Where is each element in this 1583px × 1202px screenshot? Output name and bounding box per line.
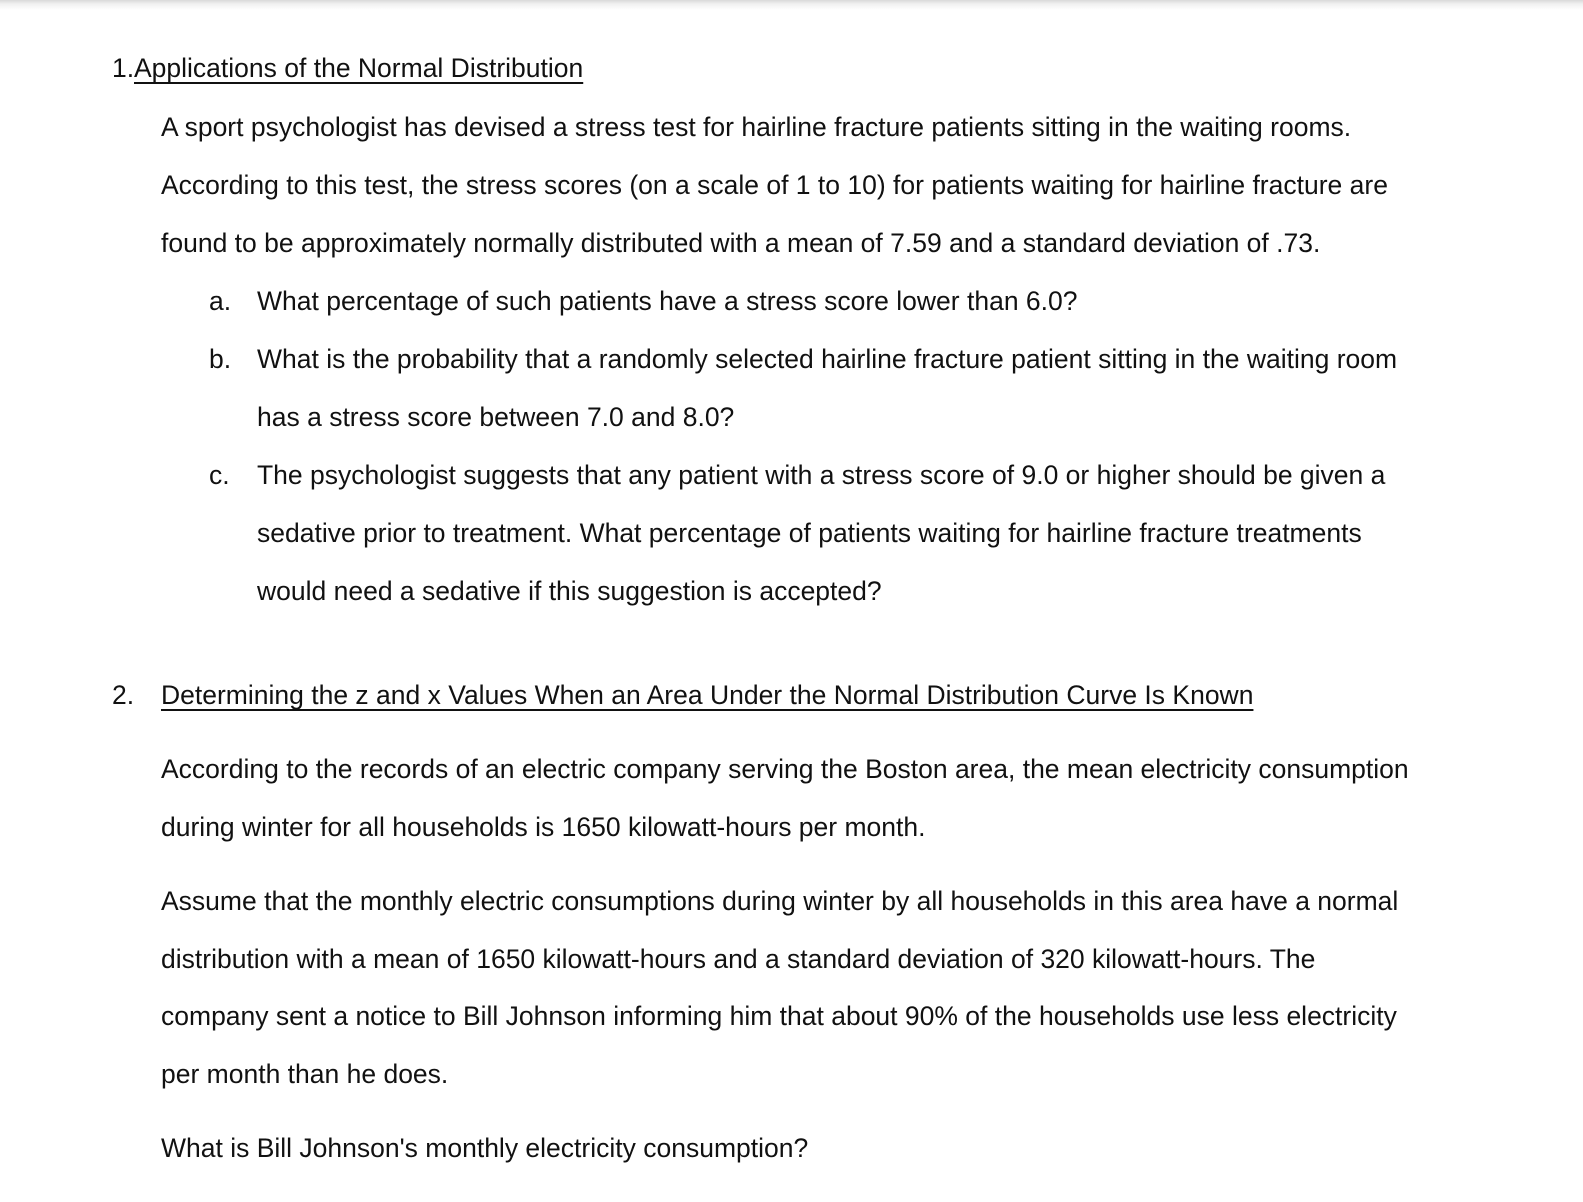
- question-c-letter: c.: [209, 460, 230, 490]
- question-c-text: would need a sedative if this suggestion is accepted?: [257, 576, 882, 606]
- question-c-text: sedative prior to treatment. What percentage of patients waiting for hairline fracture treatments: [257, 518, 1362, 548]
- paragraph-line: per month than he does.: [161, 1059, 449, 1089]
- section-1-number: 1.: [112, 53, 135, 83]
- section-2-number: 2.: [112, 680, 135, 710]
- intro-line: According to this test, the stress scores (on a scale of 1 to 10) for patients waiting for hairline fracture are: [161, 170, 1388, 200]
- question-b-text: What is the probability that a randomly selected hairline fracture patient sitting in the waiting room: [257, 344, 1398, 374]
- question-c-text: The psychologist suggests that any patient with a stress score of 9.0 or higher should be given a: [257, 460, 1386, 490]
- intro-line: A sport psychologist has devised a stress test for hairline fracture patients sitting in the waiting rooms.: [161, 112, 1352, 142]
- window-top-shadow: [0, 0, 1583, 10]
- section-2-heading: Determining the z and x Values When an Area Under the Normal Distribution Curve Is Known: [161, 680, 1254, 710]
- question-b-text: has a stress score between 7.0 and 8.0?: [257, 402, 735, 432]
- paragraph-line: during winter for all households is 1650 kilowatt-hours per month.: [161, 812, 926, 842]
- question-b-letter: b.: [209, 344, 232, 374]
- paragraph-line: company sent a notice to Bill Johnson informing him that about 90% of the households use less electricity: [161, 1001, 1397, 1031]
- question-a-letter: a.: [209, 286, 232, 316]
- paragraph-line: distribution with a mean of 1650 kilowatt-hours and a standard deviation of 320 kilowatt-hours. The: [161, 944, 1316, 974]
- paragraph-line: According to the records of an electric company serving the Boston area, the mean electricity consumption: [161, 754, 1409, 784]
- section-2-question: What is Bill Johnson's monthly electricity consumption?: [161, 1133, 809, 1163]
- section-1-heading: Applications of the Normal Distribution: [134, 53, 584, 83]
- intro-line: found to be approximately normally distributed with a mean of 7.59 and a standard deviation of .73.: [161, 228, 1321, 258]
- question-a-text: What percentage of such patients have a stress score lower than 6.0?: [257, 286, 1078, 316]
- paragraph-line: Assume that the monthly electric consumptions during winter by all households in this area have a normal: [161, 886, 1399, 916]
